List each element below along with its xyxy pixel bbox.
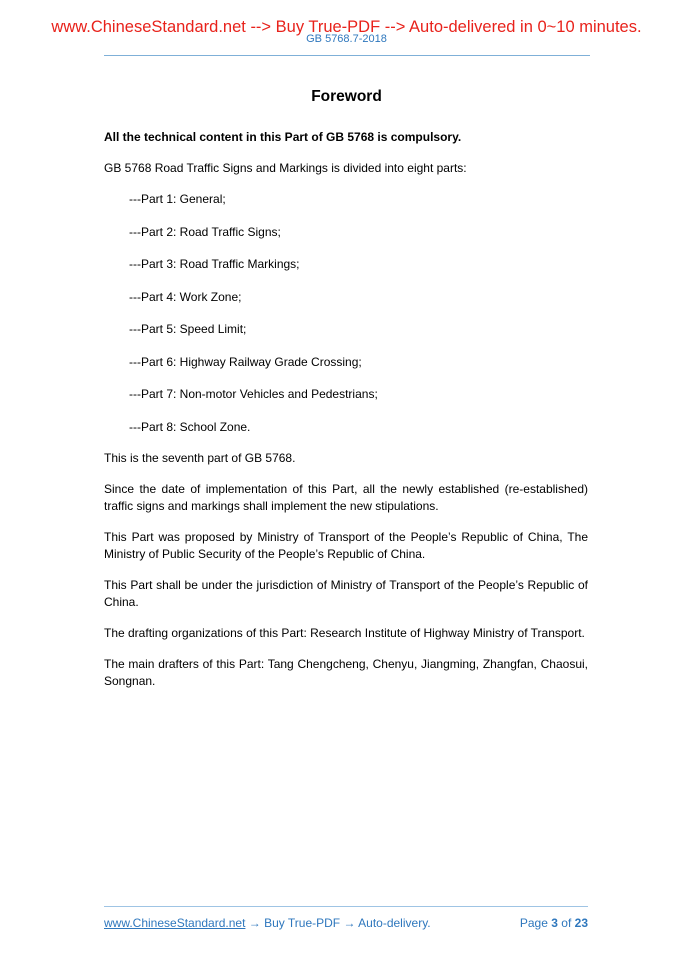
document-code: GB 5768.7-2018 <box>306 33 387 45</box>
footer-links <box>104 916 431 930</box>
list-item: ---Part 5: Speed Limit; <box>129 322 247 336</box>
page-title: Foreword <box>311 88 382 105</box>
buy-pdf-link[interactable]: Buy True-PDF <box>264 916 341 930</box>
list-item: ---Part 2: Road Traffic Signs; <box>129 224 281 239</box>
list-item: ---Part 4: Work Zone; <box>129 289 242 304</box>
intro-paragraph: GB 5768 Road Traffic Signs and Markings is divided into eight parts: <box>104 161 467 175</box>
list-item: ---Part 7: Non-motor Vehicles and Pedestrians; <box>129 387 378 401</box>
arrow-right-icon: → <box>248 916 261 930</box>
header-divider <box>104 55 590 56</box>
total-pages: 23 <box>574 916 588 930</box>
of-label: of <box>561 916 572 930</box>
footer-url-link[interactable]: www.ChineseStandard.net <box>104 916 246 930</box>
paragraph: This Part was proposed by Ministry of Transport of the People’s Republic of China, The Ministry of Public Security of the People’s Republic of China. <box>104 529 588 561</box>
footer <box>104 916 588 930</box>
paragraph: This Part shall be under the jurisdiction of Ministry of Transport of the People’s Republic of China. <box>104 577 588 609</box>
auto-delivery-text: Auto-delivery. <box>358 916 431 930</box>
footer-divider <box>104 906 588 907</box>
paragraph: The main drafters of this Part: Tang Chengcheng, Chenyu, Jiangming, Zhangfan, Chaosui, Songnan. <box>104 656 588 688</box>
arrow-right-icon: → <box>343 916 356 930</box>
paragraph: The drafting organizations of this Part: Research Institute of Highway Ministry of Transport. <box>104 625 585 640</box>
list-item: ---Part 6: Highway Railway Grade Crossing; <box>129 354 362 369</box>
paragraph: Since the date of implementation of this Part, all the newly established (re-established) traffic signs and markings shall implement the new stipulations. <box>104 481 588 513</box>
list-item: ---Part 8: School Zone. <box>129 419 251 434</box>
promo-banner[interactable]: www.ChineseStandard.net --> Buy True-PDF --> Auto-delivered in 0~10 minutes. <box>51 18 642 36</box>
parts-list <box>104 191 588 436</box>
page-number <box>520 916 588 930</box>
page-label: Page <box>519 916 548 930</box>
list-item: ---Part 3: Road Traffic Markings; <box>129 257 300 271</box>
list-item: ---Part 1: General; <box>129 192 226 206</box>
compulsory-statement: All the technical content in this Part of GB 5768 is compulsory. <box>104 130 462 144</box>
current-page: 3 <box>551 916 558 930</box>
paragraph: This is the seventh part of GB 5768. <box>104 450 296 465</box>
foreword-content <box>104 129 588 704</box>
